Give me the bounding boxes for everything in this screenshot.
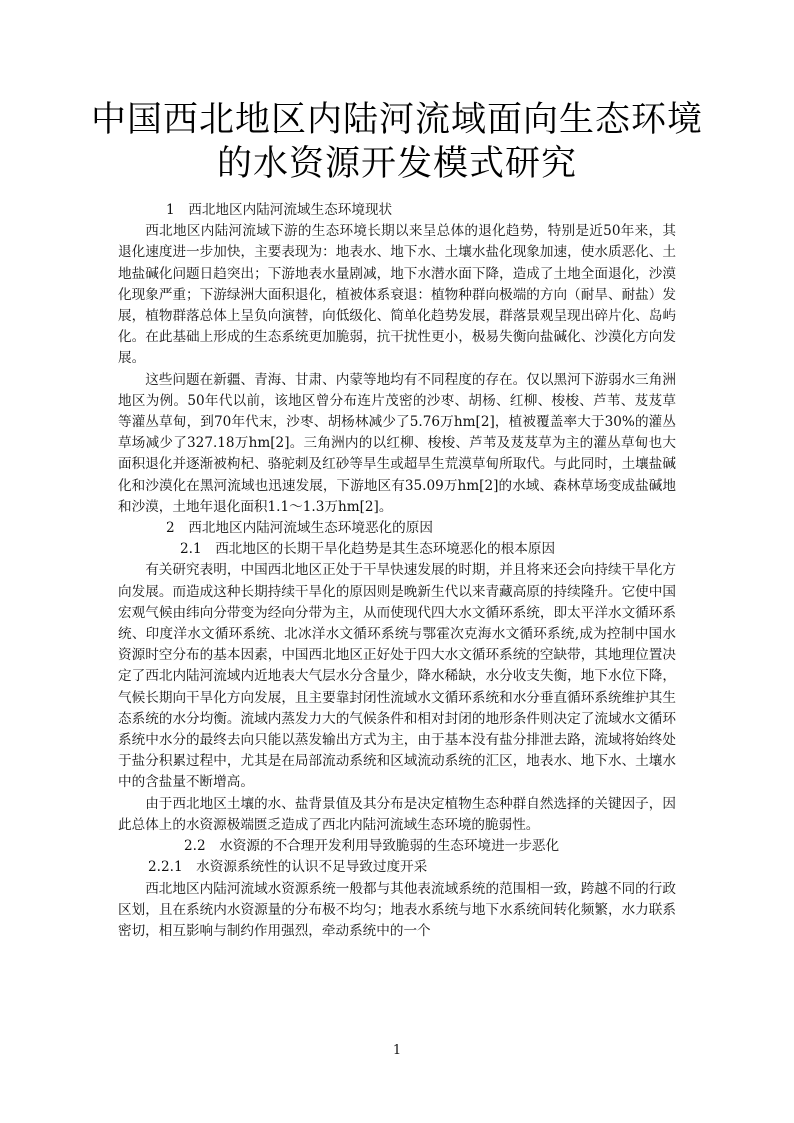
title-line-1: 中国西北地区内陆河流域面向生态环境 bbox=[90, 100, 703, 140]
paragraph-4: 由于西北地区土壤的水、盐背景值及其分布是决定植物生态种群自然选择的关键因子，因此总体上的水资源极端匮乏造成了西北内陆河流域生态环境的脆弱性。 bbox=[118, 795, 676, 833]
subsection-heading-2-1: 2.1 西北地区的长期干旱化趋势是其生态环境恶化的根本原因 bbox=[180, 541, 556, 558]
section-heading-2: 2 西北地区内陆河流域生态环境恶化的原因 bbox=[166, 520, 433, 537]
page-number: 1 bbox=[392, 1043, 402, 1058]
title-line-2: 的水资源开发模式研究 bbox=[216, 144, 577, 184]
section-heading-1: 1 西北地区内陆河流域生态环境现状 bbox=[166, 202, 393, 218]
paragraph-2: 这些问题在新疆、青海、甘肃、内蒙等地均有不同程度的存在。仅以黑河下游弱水三角洲地区为例。50年代以前，该地区曾分布连片茂密的沙枣、胡杨、红柳、梭梭、芦苇、芨芨草等灌丛草甸，到70年代末，沙枣、胡杨林减少了5.76万hm[2]，植被覆盖率大于30%的灌丛草场减少了327.18万hm[2]。三角洲内的以红柳、梭梭、芦苇及芨芨草为主的灌丛草甸也大面积退化并逐渐被枸杞、骆驼刺及红砂等旱生或超旱生荒漠草甸所取代。与此同时，土壤盐碱化和沙漠化在黑河流域也迅速发展，下游地区有35.09万hm[2]的水域、森林草场变成盐碱地和沙漠，土地年退化面积1.1～1.3万hm[2]。 bbox=[118, 371, 676, 515]
document-body bbox=[118, 200, 676, 942]
paragraph-3: 有关研究表明，中国西北地区正处于干旱快速发展的时期，并且将来还会向持续干旱化方向发展。而造成这种长期持续干旱化的原因则是晚新生代以来青藏高原的持续隆升。它使中国宏观气候由纬向分带变为经向分带为主，从而使现代四大水文循环系统，即太平洋水文循环系统、印度洋水文循环系统、北冰洋水文循环系统与鄂霍次克海水文循环系统,成为控制中国水资源时空分布的基本因素，中国西北地区正好处于四大水文循环系统的空缺带，其地理位置决定了西北内陆河流域内近地表大气层水分含量少，降水稀缺，水分收支失衡，地下水位下降，气候长期向干旱化方向发展，且主要靠封闭性流域水文循环系统和水分垂直循环系统维护其生态系统的水分均衡。流域内蒸发力大的气候条件和相对封闭的地形条件则决定了流域水文循环系统中水分的最终去向只能以蒸发输出方式为主，由于基本没有盐分排泄去路，流域将始终处于盐分积累过程中，尤其是在局部流动系统和区域流动系统的汇区，地表水、地下水、土壤水中的含盐量不断增高。 bbox=[118, 562, 676, 791]
paragraph-1: 西北地区内陆河流域下游的生态环境长期以来呈总体的退化趋势，特别是近50年来，其退化速度进一步加快，主要表现为：地表水、地下水、土壤水盐化现象加速，使水质恶化、土地盐碱化问题日趋突出；下游地表水量剧减，地下水潜水面下降，造成了土地全面退化，沙漠化现象严重；下游绿洲大面积退化，植被体系衰退：植物种群向极端的方向（耐旱、耐盐）发展，植物群落总体上呈负向演替，向低级化、简单化趋势发展，群落景观呈现出碎片化、岛屿化。在此基础上形成的生态系统更加脆弱，抗干扰性更小，极易失衡向盐碱化、沙漠化方向发展。 bbox=[118, 223, 676, 367]
document-title bbox=[90, 98, 704, 186]
subsection-heading-2-2: 2.2 水资源的不合理开发利用导致脆弱的生态环境进一步恶化 bbox=[184, 838, 560, 855]
subsection-heading-2-2-1: 2.2.1 水资源系统性的认识不足导致过度开采 bbox=[148, 859, 428, 876]
paragraph-5: 西北地区内陆河流域水资源系统一般都与其他表流域系统的范围相一致，跨越不同的行政区划，且在系统内水资源量的分布极不均匀；地表水系统与地下水系统间转化频繁，水力联系密切，相互影响与制约作用强烈，牵动系统中的一个 bbox=[118, 880, 676, 939]
